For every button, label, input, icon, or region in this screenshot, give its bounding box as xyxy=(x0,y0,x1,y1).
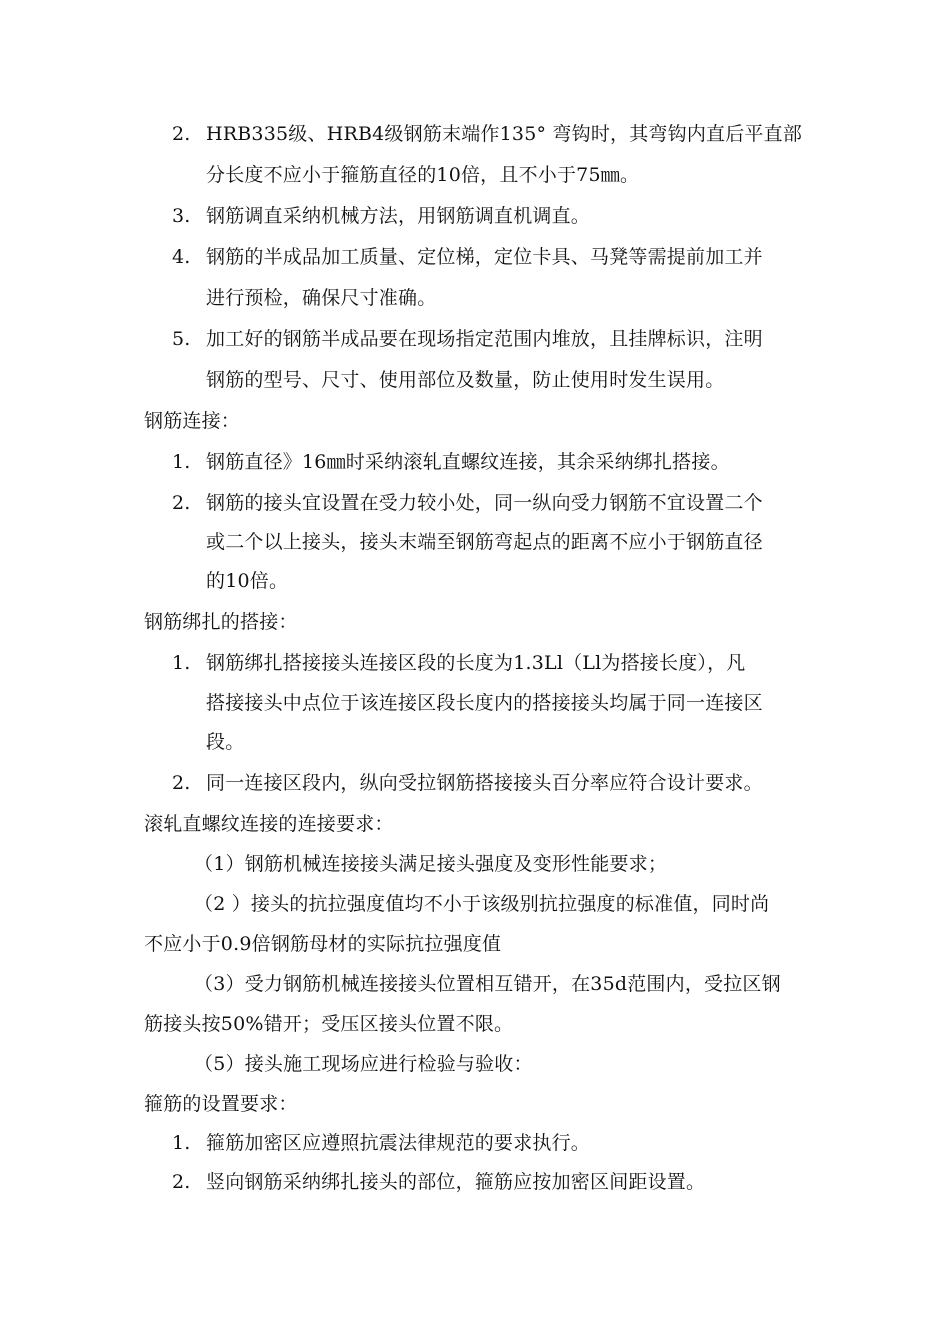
list-number: 5. xyxy=(172,328,191,350)
list-number: 4. xyxy=(172,246,191,268)
paragraph: （3）受力钢筋机械连接接头位置相互错开，在35d范围内，受拉区钢 xyxy=(194,973,781,995)
list-number: 1. xyxy=(172,451,191,473)
paragraph: （2 ）接头的抗拉强度值均不小于该级别抗拉强度的标准值，同时尚 xyxy=(194,893,770,915)
paragraph: （1）钢筋机械连接接头满足接头强度及变形性能要求； xyxy=(194,853,668,875)
section-heading: 钢筋连接： xyxy=(144,410,241,432)
list-continuation: 的10倍。 xyxy=(206,570,289,592)
list-text: 同一连接区段内，纵向受拉钢筋搭接接头百分率应符合设计要求。 xyxy=(206,772,763,794)
list-text: 钢筋绑扎搭接接头连接区段的长度为1.3Ll（Ll为搭接长度），凡 xyxy=(206,652,746,674)
list-continuation: 进行预检，确保尺寸准确。 xyxy=(206,287,437,309)
list-continuation: 搭接接头中点位于该连接区段长度内的搭接接头均属于同一连接区 xyxy=(206,692,763,714)
list-text: 箍筋加密区应遵照抗震法律规范的要求执行。 xyxy=(206,1132,591,1154)
list-number: 1. xyxy=(172,652,191,674)
list-text: 钢筋的半成品加工质量、定位梯，定位卡具、马凳等需提前加工并 xyxy=(206,246,763,268)
section-heading: 滚轧直螺纹连接的连接要求： xyxy=(144,813,394,835)
section-heading: 钢筋绑扎的搭接： xyxy=(144,611,298,633)
list-continuation: 分长度不应小于箍筋直径的10倍，且不小于75㎜。 xyxy=(206,164,640,186)
list-number: 2. xyxy=(172,123,191,145)
list-number: 2. xyxy=(172,492,191,514)
list-continuation: 段。 xyxy=(206,731,245,753)
paragraph-continuation: 筋接头按50%错开；受压区接头位置不限。 xyxy=(144,1013,514,1035)
list-text: 竖向钢筋采纳绑扎接头的部位，箍筋应按加密区间距设置。 xyxy=(206,1171,706,1193)
list-number: 2. xyxy=(172,772,191,794)
list-number: 1. xyxy=(172,1132,191,1154)
list-number: 2. xyxy=(172,1171,191,1193)
list-continuation: 或二个以上接头，接头末端至钢筋弯起点的距离不应小于钢筋直径 xyxy=(206,531,763,553)
paragraph-continuation: 不应小于0.9倍钢筋母材的实际抗拉强度值 xyxy=(144,933,502,955)
list-number: 3. xyxy=(172,205,191,227)
list-text: HRB335级、HRB4级钢筋末端作135° 弯钩时，其弯钩内直后平直部 xyxy=(206,123,803,145)
list-text: 加工好的钢筋半成品要在现场指定范围内堆放，且挂牌标识，注明 xyxy=(206,328,763,350)
list-continuation: 钢筋的型号、尺寸、使用部位及数量，防止使用时发生误用。 xyxy=(206,369,725,391)
list-text: 钢筋的接头宜设置在受力较小处，同一纵向受力钢筋不宜设置二个 xyxy=(206,492,763,514)
paragraph: （5）接头施工现场应进行检验与验收： xyxy=(194,1053,533,1075)
list-text: 钢筋调直采纳机械方法，用钢筋调直机调直。 xyxy=(206,205,591,227)
list-text: 钢筋直径》16㎜时采纳滚轧直螺纹连接，其余采纳绑扎搭接。 xyxy=(206,451,730,473)
section-heading: 箍筋的设置要求： xyxy=(144,1093,298,1115)
